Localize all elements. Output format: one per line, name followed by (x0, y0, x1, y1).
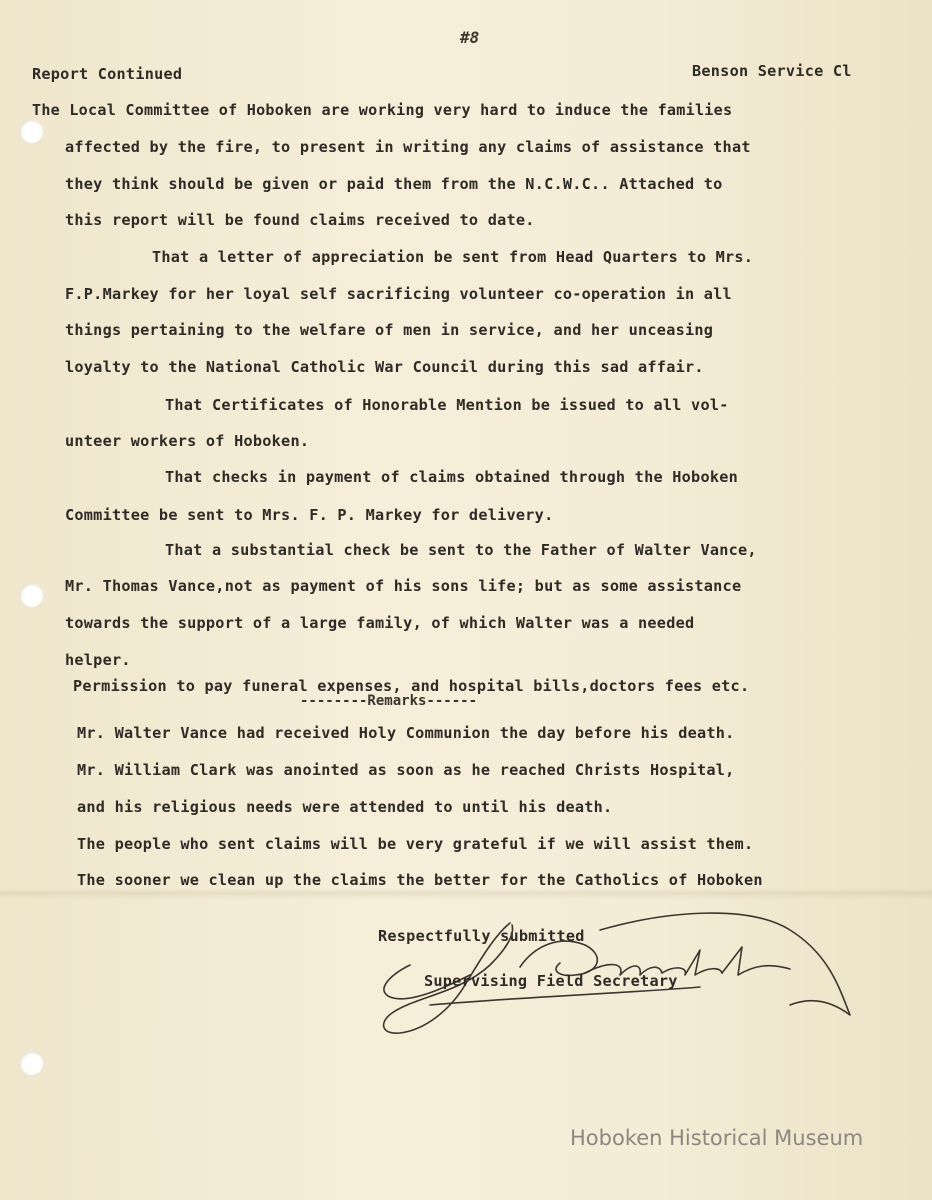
binder-hole-bottom (20, 1052, 43, 1075)
remarks-line: The people who sent claims will be very grateful if we will assist them. (77, 835, 754, 853)
body-line: Permission to pay funeral expenses, and hospital bills,doctors fees etc. (73, 677, 750, 695)
body-line: they think should be given or paid them from the N.C.W.C.. Attached to (65, 175, 723, 193)
body-line: this report will be found claims received to date. (65, 211, 535, 229)
binder-hole-middle (20, 584, 43, 607)
remarks-heading: --------Remarks------ (300, 693, 478, 709)
remarks-line: Mr. Walter Vance had received Holy Communion the day before his death. (77, 724, 735, 742)
body-line: loyalty to the National Catholic War Council during this sad affair. (65, 358, 704, 376)
remarks-line: Mr. William Clark was anointed as soon as he reached Christs Hospital, (77, 761, 735, 779)
closing: Respectfully submitted (378, 927, 585, 945)
remarks-line: The sooner we clean up the claims the better for the Catholics of Hoboken (77, 871, 763, 889)
body-line: Committee be sent to Mrs. F. P. Markey for delivery. (65, 506, 554, 524)
signer-title: Supervising Field Secretary (424, 972, 678, 990)
remarks-line: and his religious needs were attended to until his death. (77, 798, 613, 816)
body-line: towards the support of a large family, of which Walter was a needed (65, 614, 695, 632)
body-line: things pertaining to the welfare of men in service, and her unceasing (65, 321, 714, 339)
header-left: Report Continued (32, 65, 183, 83)
header-right: Benson Service Cl (692, 62, 852, 80)
museum-watermark: Hoboken Historical Museum (570, 1126, 864, 1150)
body-line: Mr. Thomas Vance,not as payment of his sons life; but as some assistance (65, 577, 742, 595)
body-line: That a substantial check be sent to the Father of Walter Vance, (165, 541, 757, 559)
body-line: F.P.Markey for her loyal self sacrificing volunteer co-operation in all (65, 285, 732, 303)
page-number: #8 (460, 28, 480, 47)
body-line: The Local Committee of Hoboken are working very hard to induce the families (32, 101, 733, 119)
body-line: helper. (65, 651, 131, 669)
body-line: That a letter of appreciation be sent from Head Quarters to Mrs. (152, 248, 754, 266)
body-line: That Certificates of Honorable Mention be issued to all vol- (165, 396, 729, 414)
body-line: affected by the fire, to present in writing any claims of assistance that (65, 138, 751, 156)
body-line: unteer workers of Hoboken. (65, 432, 310, 450)
body-line: That checks in payment of claims obtained through the Hoboken (165, 468, 739, 486)
binder-hole-top (20, 120, 43, 143)
